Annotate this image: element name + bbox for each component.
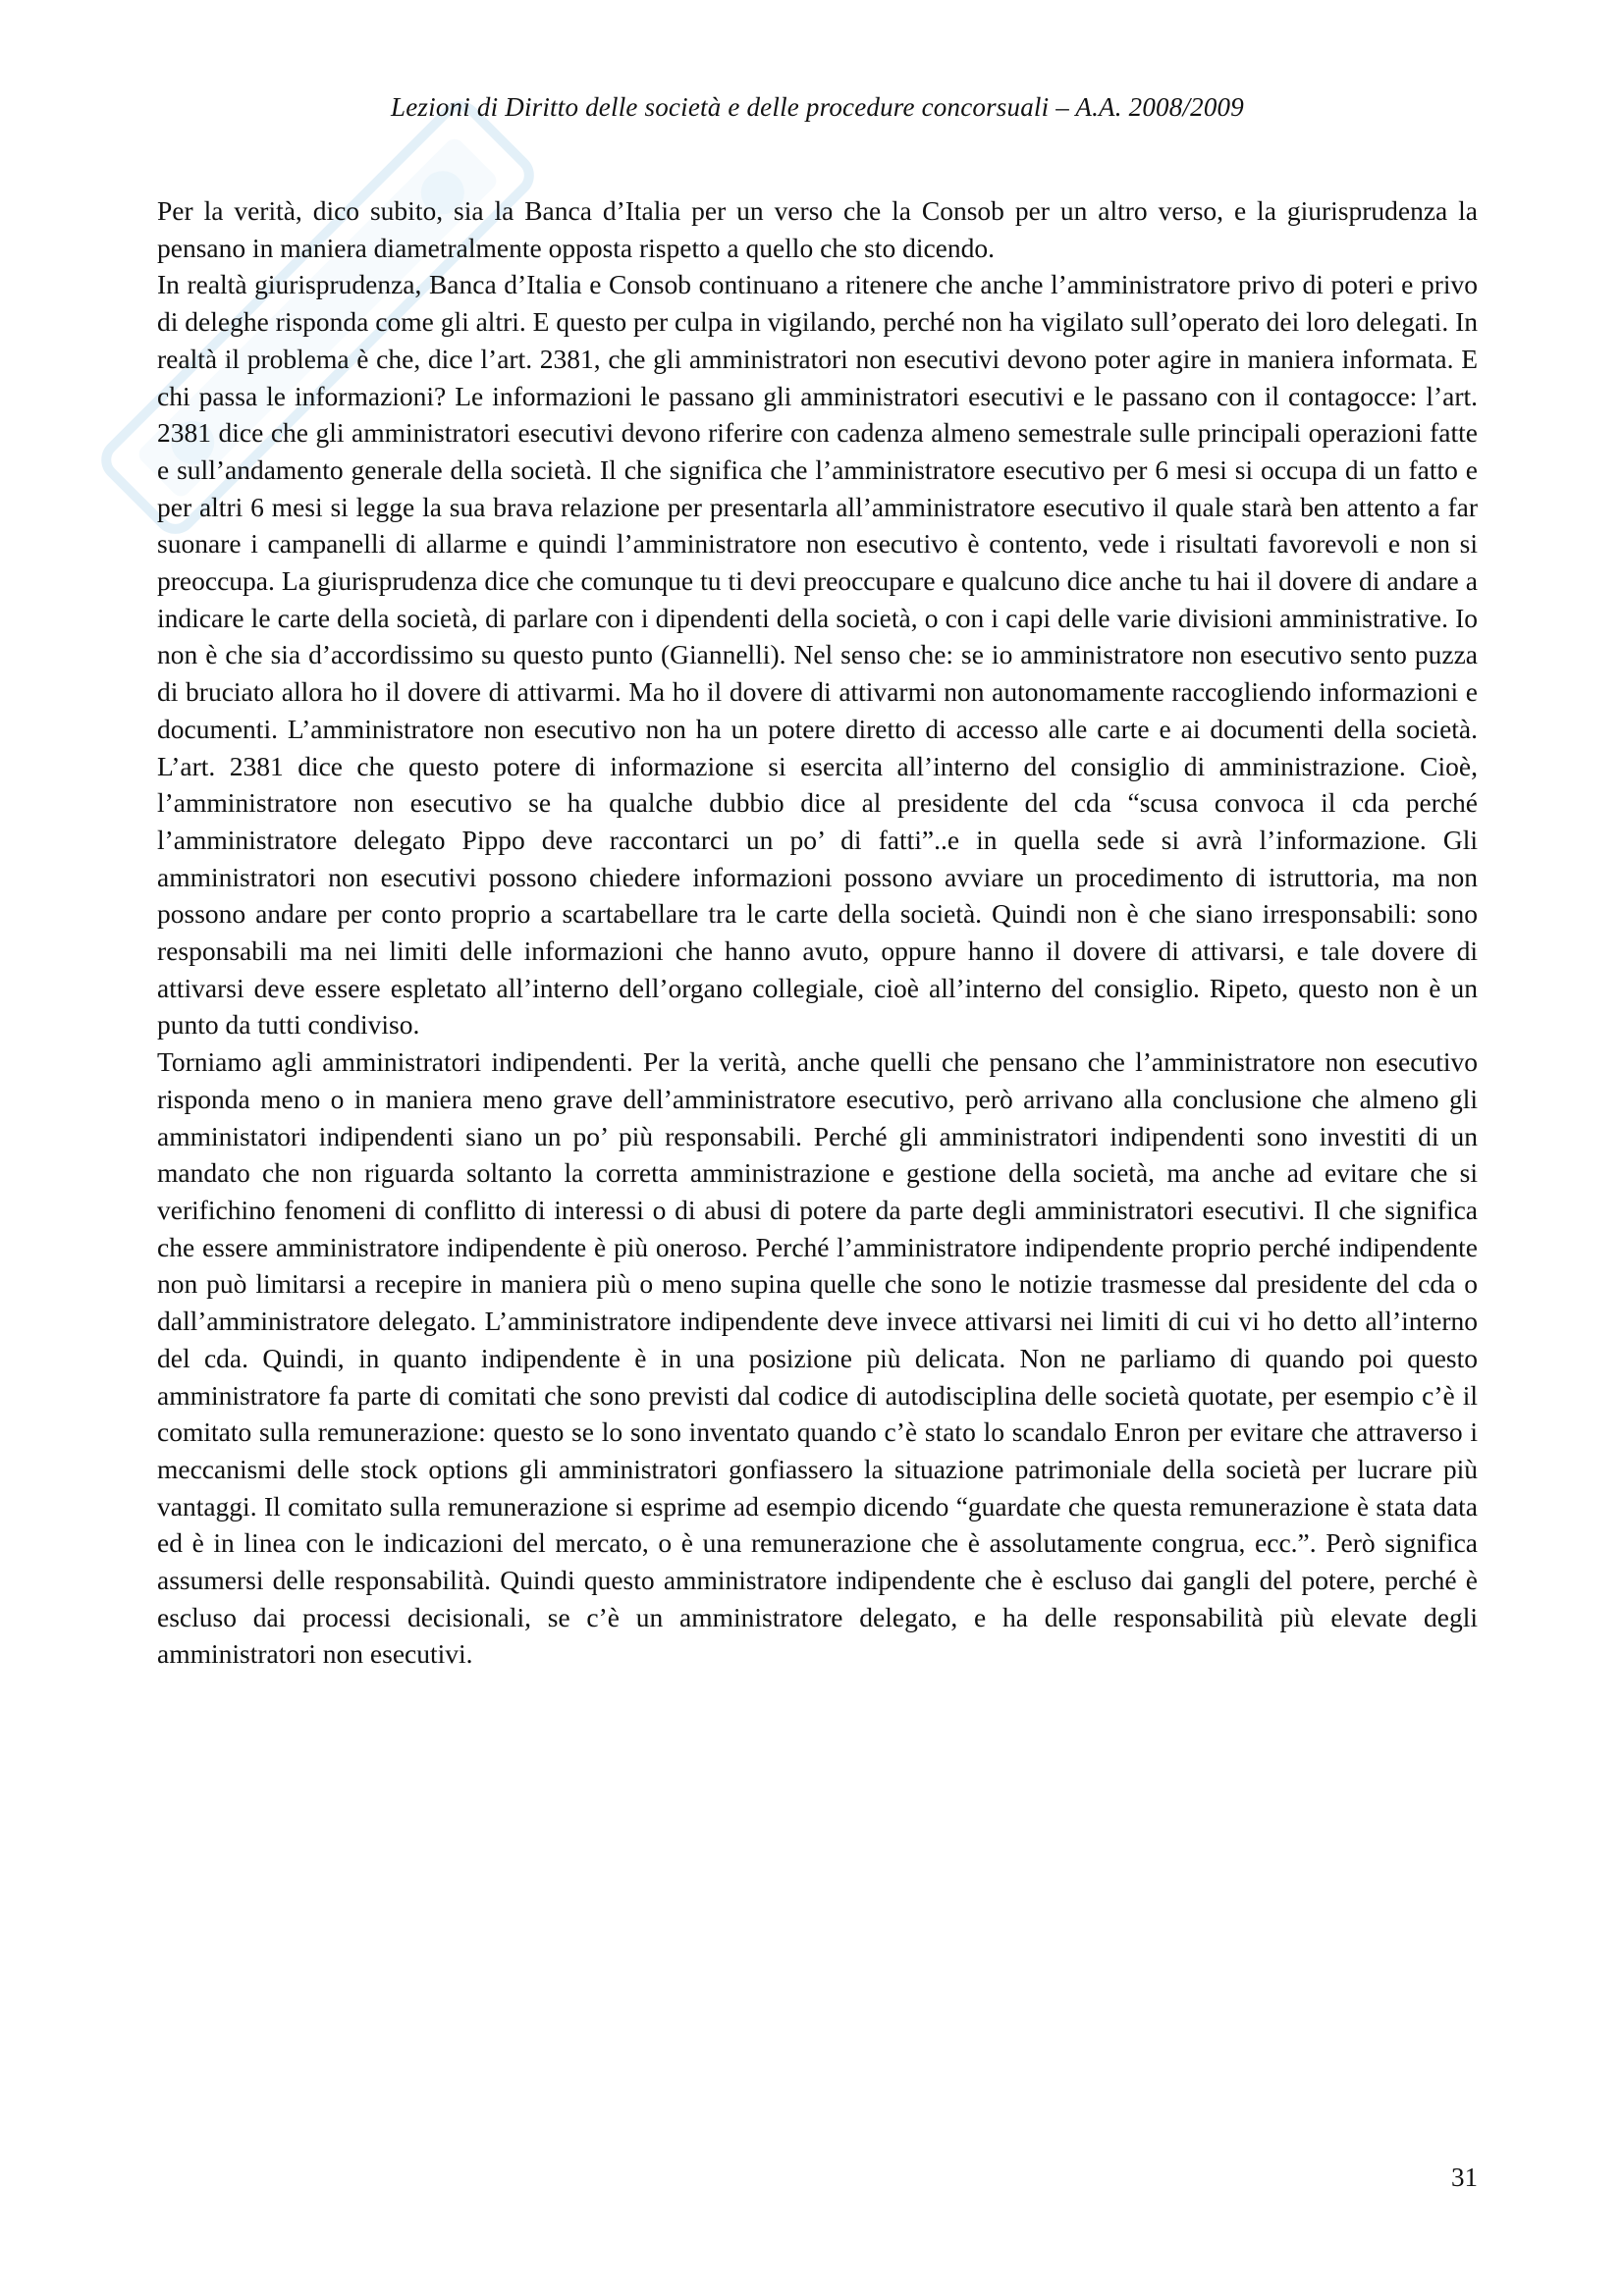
paragraph: In realtà giurisprudenza, Banca d’Italia e Consob continuano a ritenere che anche l’amministratore privo di poteri e privo di deleghe risponda come gli altri. E questo per culpa in vigilando, perché non ha vigilato sull’operato dei loro delegati. In realtà il problema è che, dice l’art. 2381, che gli amministratori non esecutivi devono poter agire in maniera informata. E chi passa le informazioni? Le informazioni le passano gli amministratori esecutivi e le passano con il contagocce: l’art. 2381 dice che gli amministratori esecutivi devono riferire con cadenza almeno semestrale sulle principali operazioni fatte e sull’andamento generale della società. Il che significa che l’amministratore esecutivo per 6 mesi si occupa di un fatto e per altri 6 mesi si legge la sua brava relazione per presentarla all’amministratore esecutivo il quale starà ben attento a far suonare i campanelli di allarme e quindi l’amministratore non esecutivo è contento, vede i risultati favorevoli e non si preoccupa. La giurisprudenza dice che comunque tu ti devi preoccupare e qualcuno dice anche tu hai il dovere di andare a indicare le carte della società, di parlare con i dipendenti della società, o con i capi delle varie divisioni amministrative. Io non è che sia d’accordissimo su questo punto (Giannelli). Nel senso che: se io amministratore non esecutivo sento puzza di bruciato allora ho il dovere di attivarmi. Ma ho il dovere di attivarmi non autonomamente raccogliendo informazioni e documenti. L’amministratore non esecutivo non ha un potere diretto di accesso alle carte e ai documenti della società. L’art. 2381 dice che questo potere di informazione si esercita all’interno del consiglio di amministrazione. Cioè, l’amministratore non esecutivo se ha qualche dubbio dice al presidente del cda “scusa convoca il cda perché l’amministratore delegato Pippo deve raccontarci un po’ di fatti”..e in quella sede si avrà l’informazione. Gli amministratori non esecutivi possono chiedere informazioni possono avviare un procedimento di istruttoria, ma non possono andare per conto proprio a scartabellare tra le carte della società. Quindi non è che siano irresponsabili: sono responsabili ma nei limiti delle informazioni che hanno avuto, oppure hanno il dovere di attivarsi, e tale dovere di attivarsi deve essere espletato all’interno dell’organo collegiale, cioè all’interno del consiglio. Ripeto, questo non è un punto da tutti condiviso.: [157, 269, 1478, 1041]
running-header: Lezioni di Diritto delle società e delle procedure concorsuali – A.A. 2008/2009: [391, 92, 1244, 122]
paragraph: Torniamo agli amministratori indipendenti. Per la verità, anche quelli che pensano che l’amministratore non esecutivo risponda meno o in maniera meno grave dell’amministratore esecutivo, però arrivano alla conclusione che almeno gli amministatori indipendenti siano un po’ più responsabili. Perché gli amministratori indipendenti sono investiti di un mandato che non riguarda soltanto la corretta amministrazione e gestione della società, ma anche ad evitare che si verifichino fenomeni di conflitto di interessi o di abusi di potere da parte degli amministratori esecutivi. Il che significa che essere amministratore indipendente è più oneroso. Perché l’amministratore indipendente proprio perché indipendente non può limitarsi a recepire in maniera più o meno supina quelle che sono le notizie trasmesse dal presidente del cda o dall’amministratore delegato. L’amministratore indipendente deve invece attivarsi nei limiti di cui vi ho detto all’interno del cda. Quindi, in quanto indipendente è in una posizione più delicata. Non ne parliamo di quando poi questo amministratore fa parte di comitati che sono previsti dal codice di autodisciplina delle società quotate, per esempio c’è il comitato sulla remunerazione: questo se lo sono inventato quando c’è stato lo scandalo Enron per evitare che attraverso i meccanismi delle stock options gli amministratori gonfiassero la situazione patrimoniale della società per lucrare più vantaggi. Il comitato sulla remunerazione si esprime ad esempio dicendo “guardate che questa remunerazione è stata data ed è in linea con le indicazioni del mercato, o è una remunerazione che è assolutamente congrua, ecc.”. Però significa assumersi delle responsabilità. Quindi questo amministratore indipendente che è escluso dai gangli del potere, perché è escluso dai processi decisionali, se c’è un amministratore delegato, e ha delle responsabilità più elevate degli amministratori non esecutivi.: [157, 1046, 1478, 1670]
page-number: 31: [1451, 2163, 1478, 2192]
body-text: [157, 192, 1478, 1673]
paragraph: Per la verità, dico subito, sia la Banca d’Italia per un verso che la Consob per un altro verso, e la giurisprudenza la pensano in maniera diametralmente opposta rispetto a quello che sto dicendo.: [157, 195, 1478, 263]
